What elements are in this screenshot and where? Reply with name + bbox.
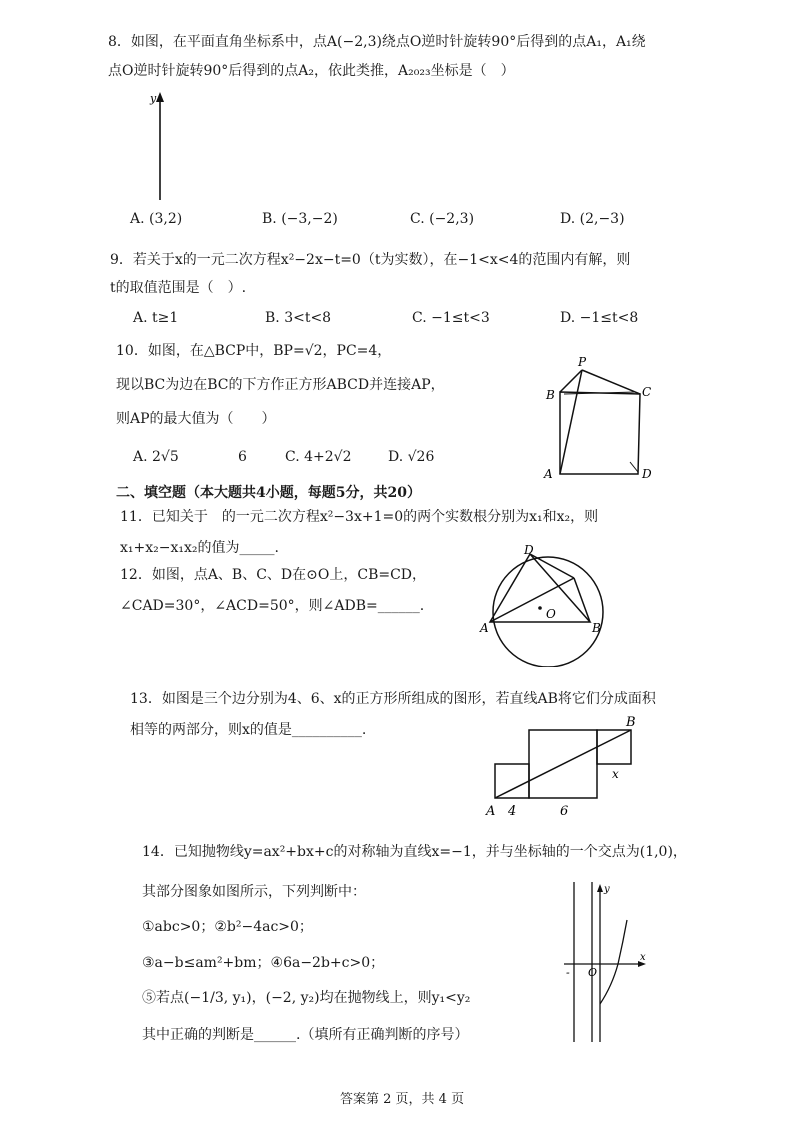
q10-line-ap [560, 370, 582, 474]
q12-label-a: A [480, 621, 489, 635]
q13-line1: 13．如图是三个边分别为4、6、x的正方形所组成的图形，若直线AB将它们分成面积 [130, 691, 656, 707]
q12-line1: 12．如图，点A、B、C、D在⊙O上，CB=CD， [120, 567, 427, 583]
q14-parabola-figure [560, 876, 655, 1046]
q12-line2: ∠CAD=30°，∠ACD=50°，则∠ADB=______. [120, 598, 425, 614]
q8-axis-y-label: y [150, 92, 157, 105]
q12-circle-figure [478, 542, 613, 667]
q11-line1: 11．已知关于 的一元二次方程x²−3x+1=0的两个实数根分别为x₁和x₂，则 [120, 509, 599, 525]
q14-parabola-curve [600, 920, 627, 1004]
q12-center-dot [538, 606, 542, 610]
q13-squares-figure [480, 712, 650, 822]
q14-line1: 14．已知抛物线y=ax²+bx+c的对称轴为直线x=−1，并与坐标轴的一个交点为(1,0)， [142, 844, 687, 860]
q13-label-6: 6 [560, 804, 569, 819]
q13-square-4 [495, 764, 529, 798]
q8-axis-figure [140, 88, 180, 203]
section-fill-blank-title: 二、填空题（本大题共4小题，每题5分，共20） [116, 485, 421, 501]
q9-line1: 9．若关于x的一元二次方程x²−2x−t=0（t为实数），在−1<x<4的范围内有解，则 [110, 252, 631, 268]
q14-label-x: x [640, 952, 646, 963]
q10-label-p: P [578, 355, 587, 369]
q10-line3: 则AP的最大值为（ ） [116, 411, 276, 427]
q13-label-a: A [486, 804, 496, 819]
q14-label-y: y [604, 884, 610, 895]
q10-mark [630, 462, 638, 472]
q10-line2: 现以BC为边在BC的下方作正方形ABCD并连接AP， [116, 377, 445, 393]
q10-label-c: C [642, 385, 652, 399]
page-footer: 答案第 2 页，共 4 页 [340, 1092, 465, 1107]
q14-y-axis-arrow [597, 884, 603, 892]
q14-line3: ①abc>0；②b²−4ac>0； [142, 919, 313, 935]
q10-label-a: A [544, 467, 553, 481]
q14-line6: 其中正确的判断是______.（填所有正确判断的序号） [142, 1027, 469, 1043]
q10-line-pc [582, 370, 640, 394]
q11-line2: x₁+x₂−x₁x₂的值为_____. [120, 540, 279, 556]
q12-label-b: B [592, 621, 601, 635]
q10-label-d: D [642, 467, 652, 481]
q12-label-o: O [546, 607, 556, 621]
q10-label-b: B [546, 388, 555, 402]
q9-option-a: A. t≥1 [133, 310, 179, 326]
q9-option-c: C. −1≤t<3 [412, 310, 490, 326]
q8-option-b: B. (−3,−2) [262, 211, 338, 227]
q8-option-a: A. (3,2) [130, 211, 183, 227]
q12-line-cb [574, 578, 590, 622]
q10-option-a: A. 2√5 [133, 449, 179, 465]
q10-square-figure [530, 352, 660, 482]
q8-y-axis-arrow [156, 92, 164, 102]
q13-label-x: x [612, 767, 619, 781]
q8-option-d: D. (2,−3) [560, 211, 625, 227]
q12-label-d: D [524, 543, 534, 557]
q13-label-4: 4 [508, 804, 517, 819]
q14-line4: ③a−b≤am²+bm；④6a−2b+c>0； [142, 955, 385, 971]
q13-line2: 相等的两部分，则x的值是__________. [130, 722, 367, 738]
q13-square-x [597, 730, 631, 764]
q14-label-neg: - [566, 966, 570, 979]
q14-label-o: O [588, 966, 598, 979]
q10-square [560, 392, 640, 474]
q9-option-b: B. 3<t<8 [265, 310, 332, 326]
q10-option-c: C. 4+2√2 [285, 449, 352, 465]
q13-label-b: B [626, 715, 636, 730]
q8-line2: 点O逆时针旋转90°后得到的点A₂，依此类推，A₂₀₂₃坐标是（ ） [108, 63, 515, 79]
q8-line1: 8．如图，在平面直角坐标系中，点A(−2,3)绕点O逆时针旋转90°后得到的点A₁，A₁绕 [108, 34, 646, 50]
q14-line2: 其部分图象如图所示，下列判断中： [142, 884, 366, 900]
q10-option-d: D. √26 [388, 449, 435, 465]
q9-option-d: D. −1≤t<8 [560, 310, 639, 326]
q10-line1: 10．如图，在△BCP中，BP=√2，PC=4， [116, 343, 392, 359]
q9-line2: t的取值范围是（ ）. [110, 280, 247, 296]
q14-line5: ⑤若点(−1/3, y₁)，(−2, y₂)均在抛物线上，则y₁<y₂ [142, 990, 471, 1006]
q8-option-c: C. (−2,3) [410, 211, 475, 227]
q10-option-b: 6 [238, 449, 247, 465]
